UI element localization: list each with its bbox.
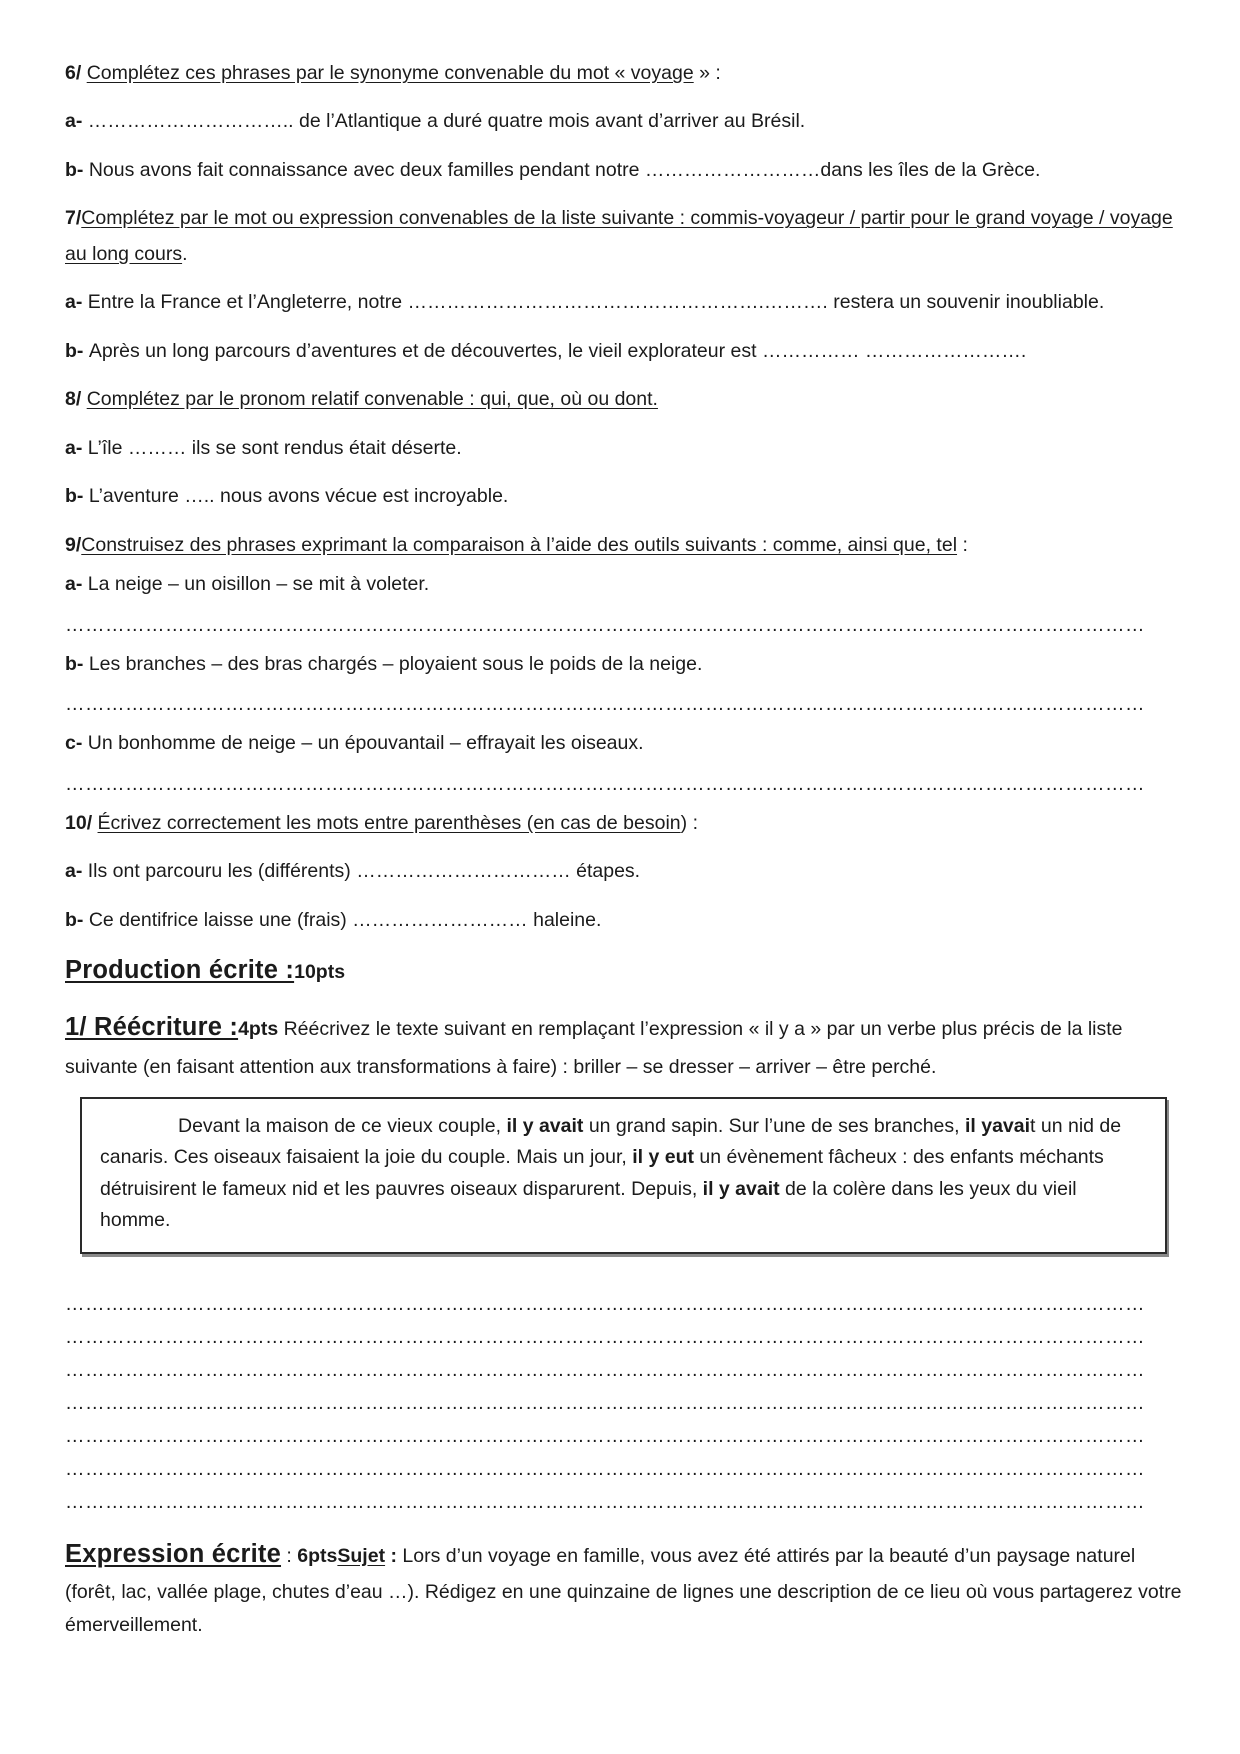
production-ecrite-heading: Production écrite :10pts <box>65 956 346 985</box>
question-9-item-c: c- Un bonhomme de neige – un épouvantail – effrayait les oiseaux. <box>65 732 644 755</box>
answer-dotted-line: ……………………………………………………………………………………………………………………………………………… <box>65 613 1145 636</box>
rewrite-instruction: 1/ Réécriture :4pts Réécrivez le texte suivant en remplaçant l’expression « il y a » par un verbe plus précis de la liste suivante (en faisant attention aux transformations à faire) : briller – se dresser – arriver – être perché. <box>65 1013 1123 1079</box>
answer-dotted-line: ……………………………………………………………………………………………………………………………………………… <box>65 1391 1145 1414</box>
question-8-heading: 8/ Complétez par le pronom relatif convenable : qui, que, où ou dont. <box>65 388 658 411</box>
question-7-heading: 7/Complétez par le mot ou expression convenables de la liste suivante : commis-voyageur / partir pour le grand voyage / voyage au long cours. <box>65 207 1173 265</box>
answer-dotted-line: ……………………………………………………………………………………………………………………………………………… <box>65 1358 1145 1381</box>
question-9-item-a: a- La neige – un oisillon – se mit à voleter. <box>65 573 430 596</box>
rewrite-source-text: Devant la maison de ce vieux couple, il y avait un grand sapin. Sur l’une de ses branches, il yavait un nid de canaris. Ces oiseaux faisaient la joie du couple. Mais un jour, il y eut un évènement fâcheux : des enfants méchants détruisirent le fameux nid et les pauvres oiseaux disparurent. Depuis, il y avait de la colère dans les yeux du vieil homme. <box>100 1115 1122 1231</box>
question-6-item-b: b- Nous avons fait connaissance avec deux familles pendant notre ………………………dans les îles de la Grèce. <box>65 158 1041 181</box>
answer-dotted-line: ……………………………………………………………………………………………………………………………………………… <box>65 1457 1145 1480</box>
answer-dotted-line: ……………………………………………………………………………………………………………………………………………… <box>65 1424 1145 1447</box>
expression-ecrite-paragraph: Expression écrite : 6ptsSujet : Lors d’un voyage en famille, vous avez été attirés par la beauté d’un paysage naturel (forêt, lac, vallée plage, chutes d’eau …). Rédigez en une quinzaine de lignes une description de ce lieu où vous partagerez votre émerveillement. <box>65 1539 1182 1637</box>
question-7-item-a: a- Entre la France et l’Angleterre, notre ……………………………………………….………. restera un souvenir inoubliable. <box>65 291 1105 314</box>
question-10-item-b: b- Ce dentifrice laisse une (frais) ……………………… haleine. <box>65 908 602 931</box>
question-7-item-b: b- Après un long parcours d’aventures et de découvertes, le vieil explorateur est …………… ……………………. <box>65 339 1027 362</box>
question-6-heading: 6/ Complétez ces phrases par le synonyme convenable du mot « voyage » : <box>65 62 721 84</box>
answer-dotted-line: ……………………………………………………………………………………………………………………………………………… <box>65 1490 1145 1513</box>
answer-dotted-line: ……………………………………………………………………………………………………………………………………………… <box>65 1292 1145 1315</box>
question-9-item-b: b- Les branches – des bras chargés – ployaient sous le poids de la neige. <box>65 652 703 675</box>
question-10-item-a: a- Ils ont parcouru les (différents) …………………………… étapes. <box>65 860 641 883</box>
question-10-heading: 10/ Écrivez correctement les mots entre parenthèses (en cas de besoin) : <box>65 811 698 834</box>
answer-dotted-line: ……………………………………………………………………………………………………………………………………………… <box>65 1325 1145 1348</box>
question-6-item-a: a- ………………………….. de l’Atlantique a duré quatre mois avant d’arriver au Brésil. <box>65 110 806 133</box>
rewrite-answer-area <box>65 1288 1182 1519</box>
question-8-item-a: a- L’île ……… ils se sont rendus était déserte. <box>65 436 462 459</box>
answer-dotted-line: ……………………………………………………………………………………………………………………………………………… <box>65 693 1145 716</box>
question-9-heading: 9/Construisez des phrases exprimant la comparaison à l’aide des outils suivants : comme, ainsi que, tel : <box>65 533 968 556</box>
answer-dotted-line: ……………………………………………………………………………………………………………………………………………… <box>65 772 1145 795</box>
question-8-item-b: b- L’aventure ….. nous avons vécue est incroyable. <box>65 485 509 508</box>
rewrite-source-box <box>80 1097 1167 1254</box>
